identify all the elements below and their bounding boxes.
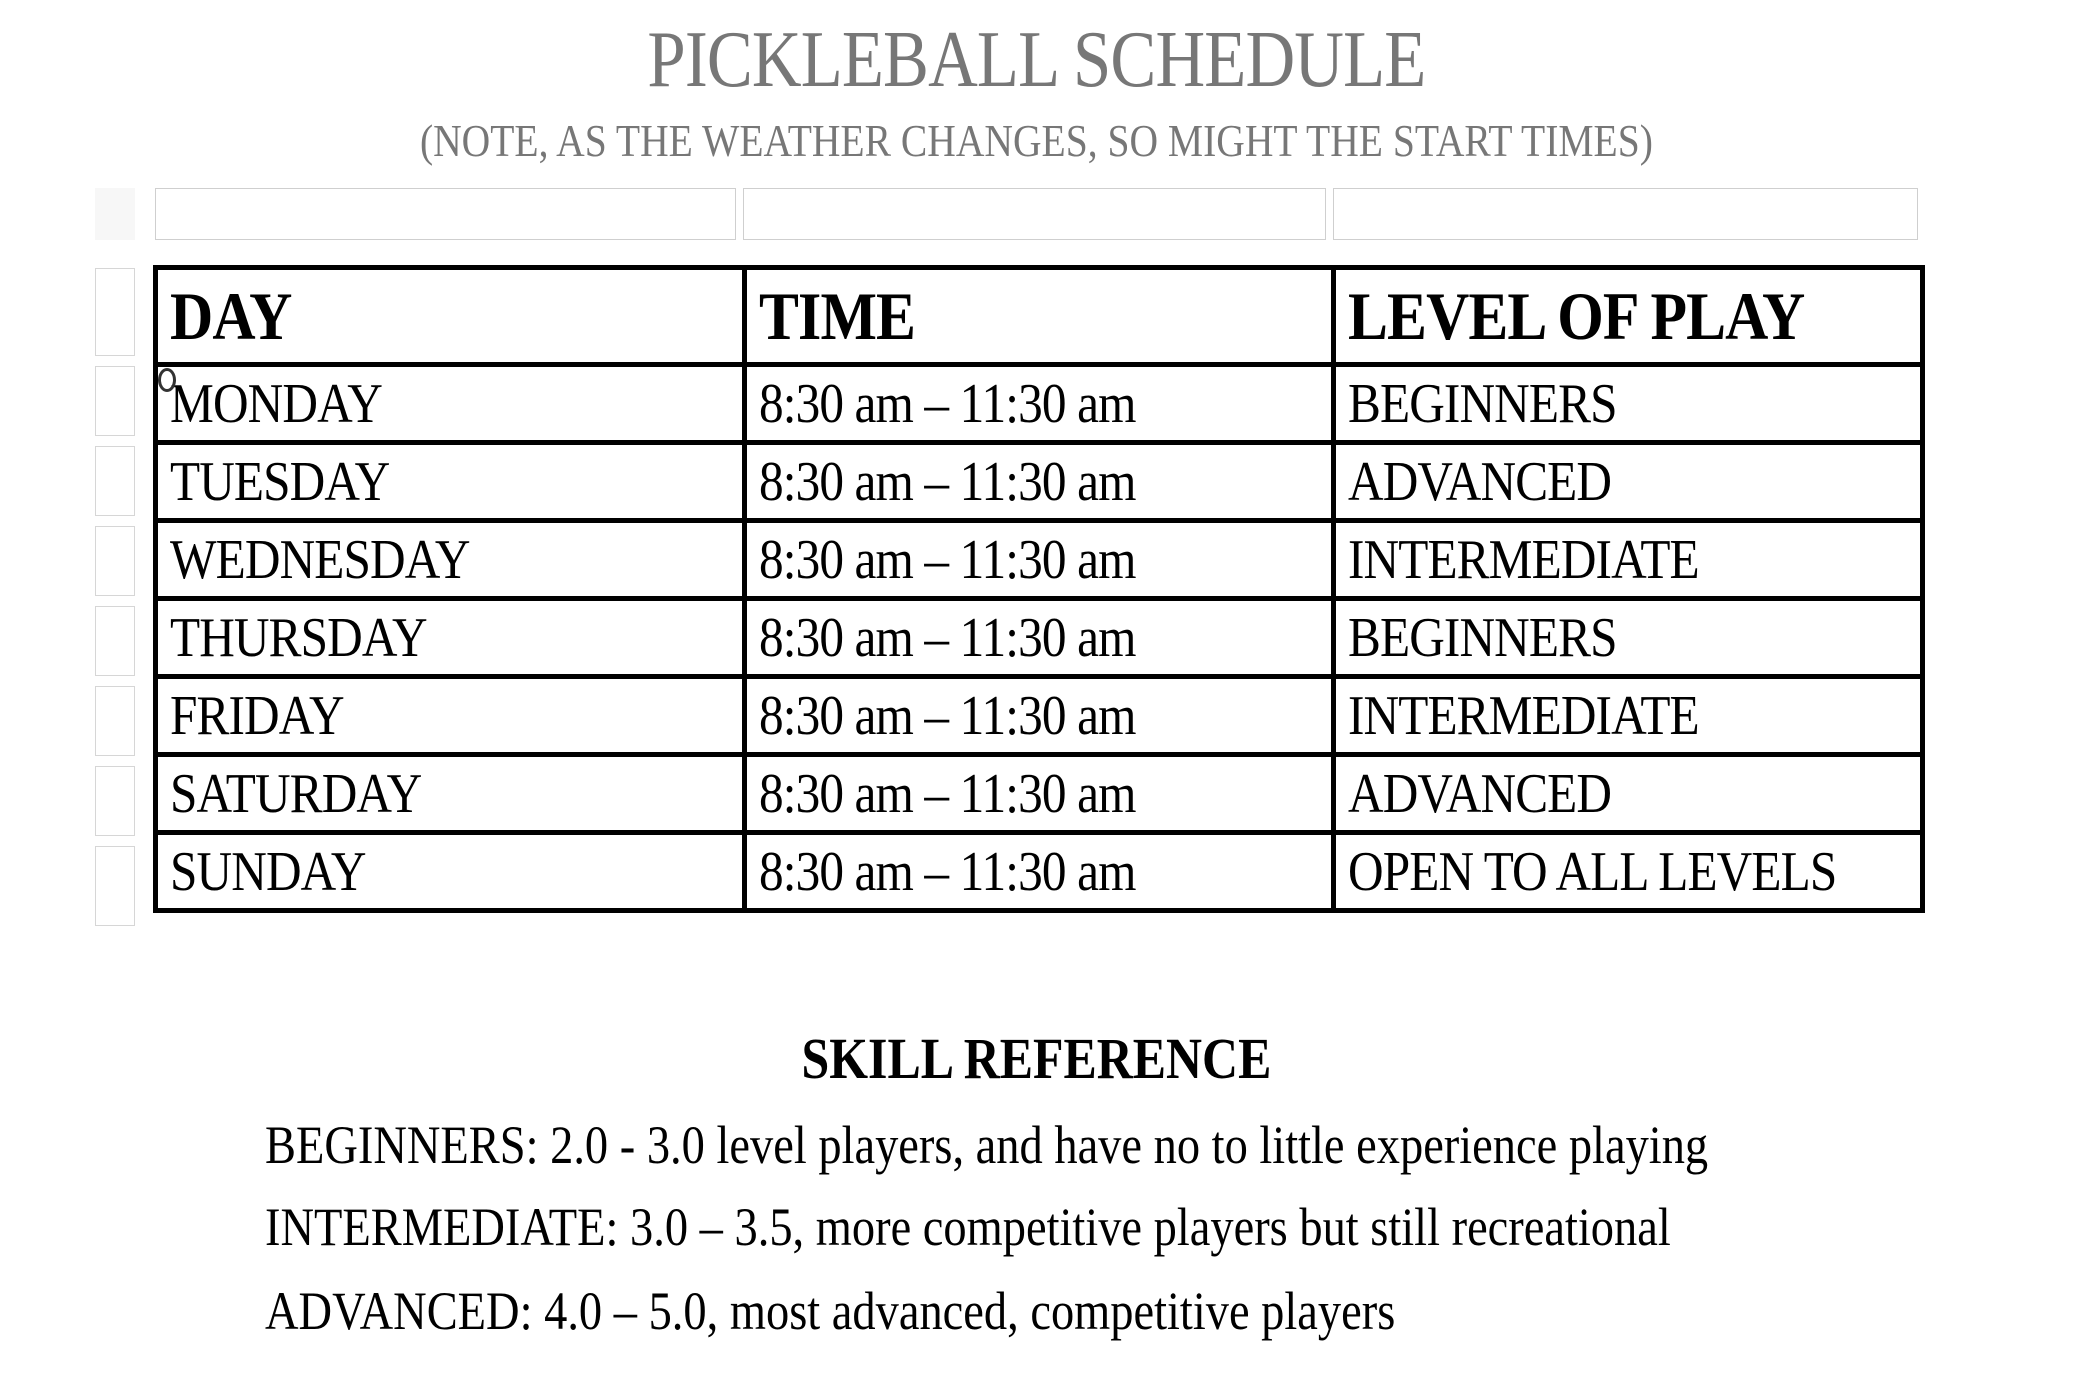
cell-level[interactable]: BEGINNERS <box>1334 365 1923 443</box>
row-gutter-cell[interactable] <box>95 268 135 356</box>
skill-line-advanced: ADVANCED: 4.0 – 5.0, most advanced, competitive players <box>265 1281 1396 1341</box>
cell-level[interactable]: INTERMEDIATE <box>1334 521 1923 599</box>
cell-level[interactable]: ADVANCED <box>1334 443 1923 521</box>
cell-time[interactable]: 8:30 am – 11:30 am <box>745 365 1334 443</box>
row-gutter-top <box>95 188 135 240</box>
cell-time[interactable]: 8:30 am – 11:30 am <box>745 755 1334 833</box>
row-gutter-cell[interactable] <box>95 846 135 926</box>
cell-day[interactable]: THURSDAY <box>156 599 745 677</box>
page-subtitle: (NOTE, AS THE WEATHER CHANGES, SO MIGHT THE START TIMES) <box>419 115 1653 166</box>
cell-level[interactable]: ADVANCED <box>1334 755 1923 833</box>
column-header-time: TIME <box>745 268 1334 365</box>
table-row <box>156 755 1923 833</box>
cell-day[interactable]: FRIDAY <box>156 677 745 755</box>
cell-level[interactable]: INTERMEDIATE <box>1334 677 1923 755</box>
cell-level[interactable]: OPEN TO ALL LEVELS <box>1334 833 1923 911</box>
empty-header-cell[interactable] <box>1333 188 1918 240</box>
empty-header-cell[interactable] <box>155 188 736 240</box>
table-row <box>156 677 1923 755</box>
table-header-row <box>156 268 1923 365</box>
schedule-table <box>153 265 1925 913</box>
table-row <box>156 599 1923 677</box>
skill-line-beginners: BEGINNERS: 2.0 - 3.0 level players, and have no to little experience playing <box>265 1115 1709 1175</box>
cell-day[interactable]: WEDNESDAY <box>156 521 745 599</box>
table-row <box>156 443 1923 521</box>
cell-time[interactable]: 8:30 am – 11:30 am <box>745 677 1334 755</box>
cell-day[interactable]: SUNDAY <box>156 833 745 911</box>
cell-day[interactable]: TUESDAY <box>156 443 745 521</box>
skill-line-intermediate: INTERMEDIATE: 3.0 – 3.5, more competitive players but still recreational <box>265 1197 1671 1257</box>
cell-time[interactable]: 8:30 am – 11:30 am <box>745 599 1334 677</box>
row-gutter-cell[interactable] <box>95 766 135 836</box>
row-gutter-cell[interactable] <box>95 366 135 436</box>
row-gutter-cell[interactable] <box>95 446 135 516</box>
cell-time[interactable]: 8:30 am – 11:30 am <box>745 443 1334 521</box>
cell-time[interactable]: 8:30 am – 11:30 am <box>745 521 1334 599</box>
column-header-day: DAY <box>156 268 745 365</box>
table-row <box>156 365 1923 443</box>
text-cursor-icon <box>158 368 176 392</box>
skill-reference-title: SKILL REFERENCE <box>801 1026 1272 1091</box>
page-title: PICKLEBALL SCHEDULE <box>647 16 1426 104</box>
column-header-level: LEVEL OF PLAY <box>1334 268 1923 365</box>
table-row <box>156 521 1923 599</box>
row-gutter-cell[interactable] <box>95 606 135 676</box>
row-gutter-cell[interactable] <box>95 526 135 596</box>
table-row <box>156 833 1923 911</box>
cell-time[interactable]: 8:30 am – 11:30 am <box>745 833 1334 911</box>
cell-day[interactable]: MONDAY <box>156 365 745 443</box>
cell-level[interactable]: BEGINNERS <box>1334 599 1923 677</box>
row-gutter-cell[interactable] <box>95 686 135 756</box>
cell-day[interactable]: SATURDAY <box>156 755 745 833</box>
empty-header-cell[interactable] <box>743 188 1326 240</box>
